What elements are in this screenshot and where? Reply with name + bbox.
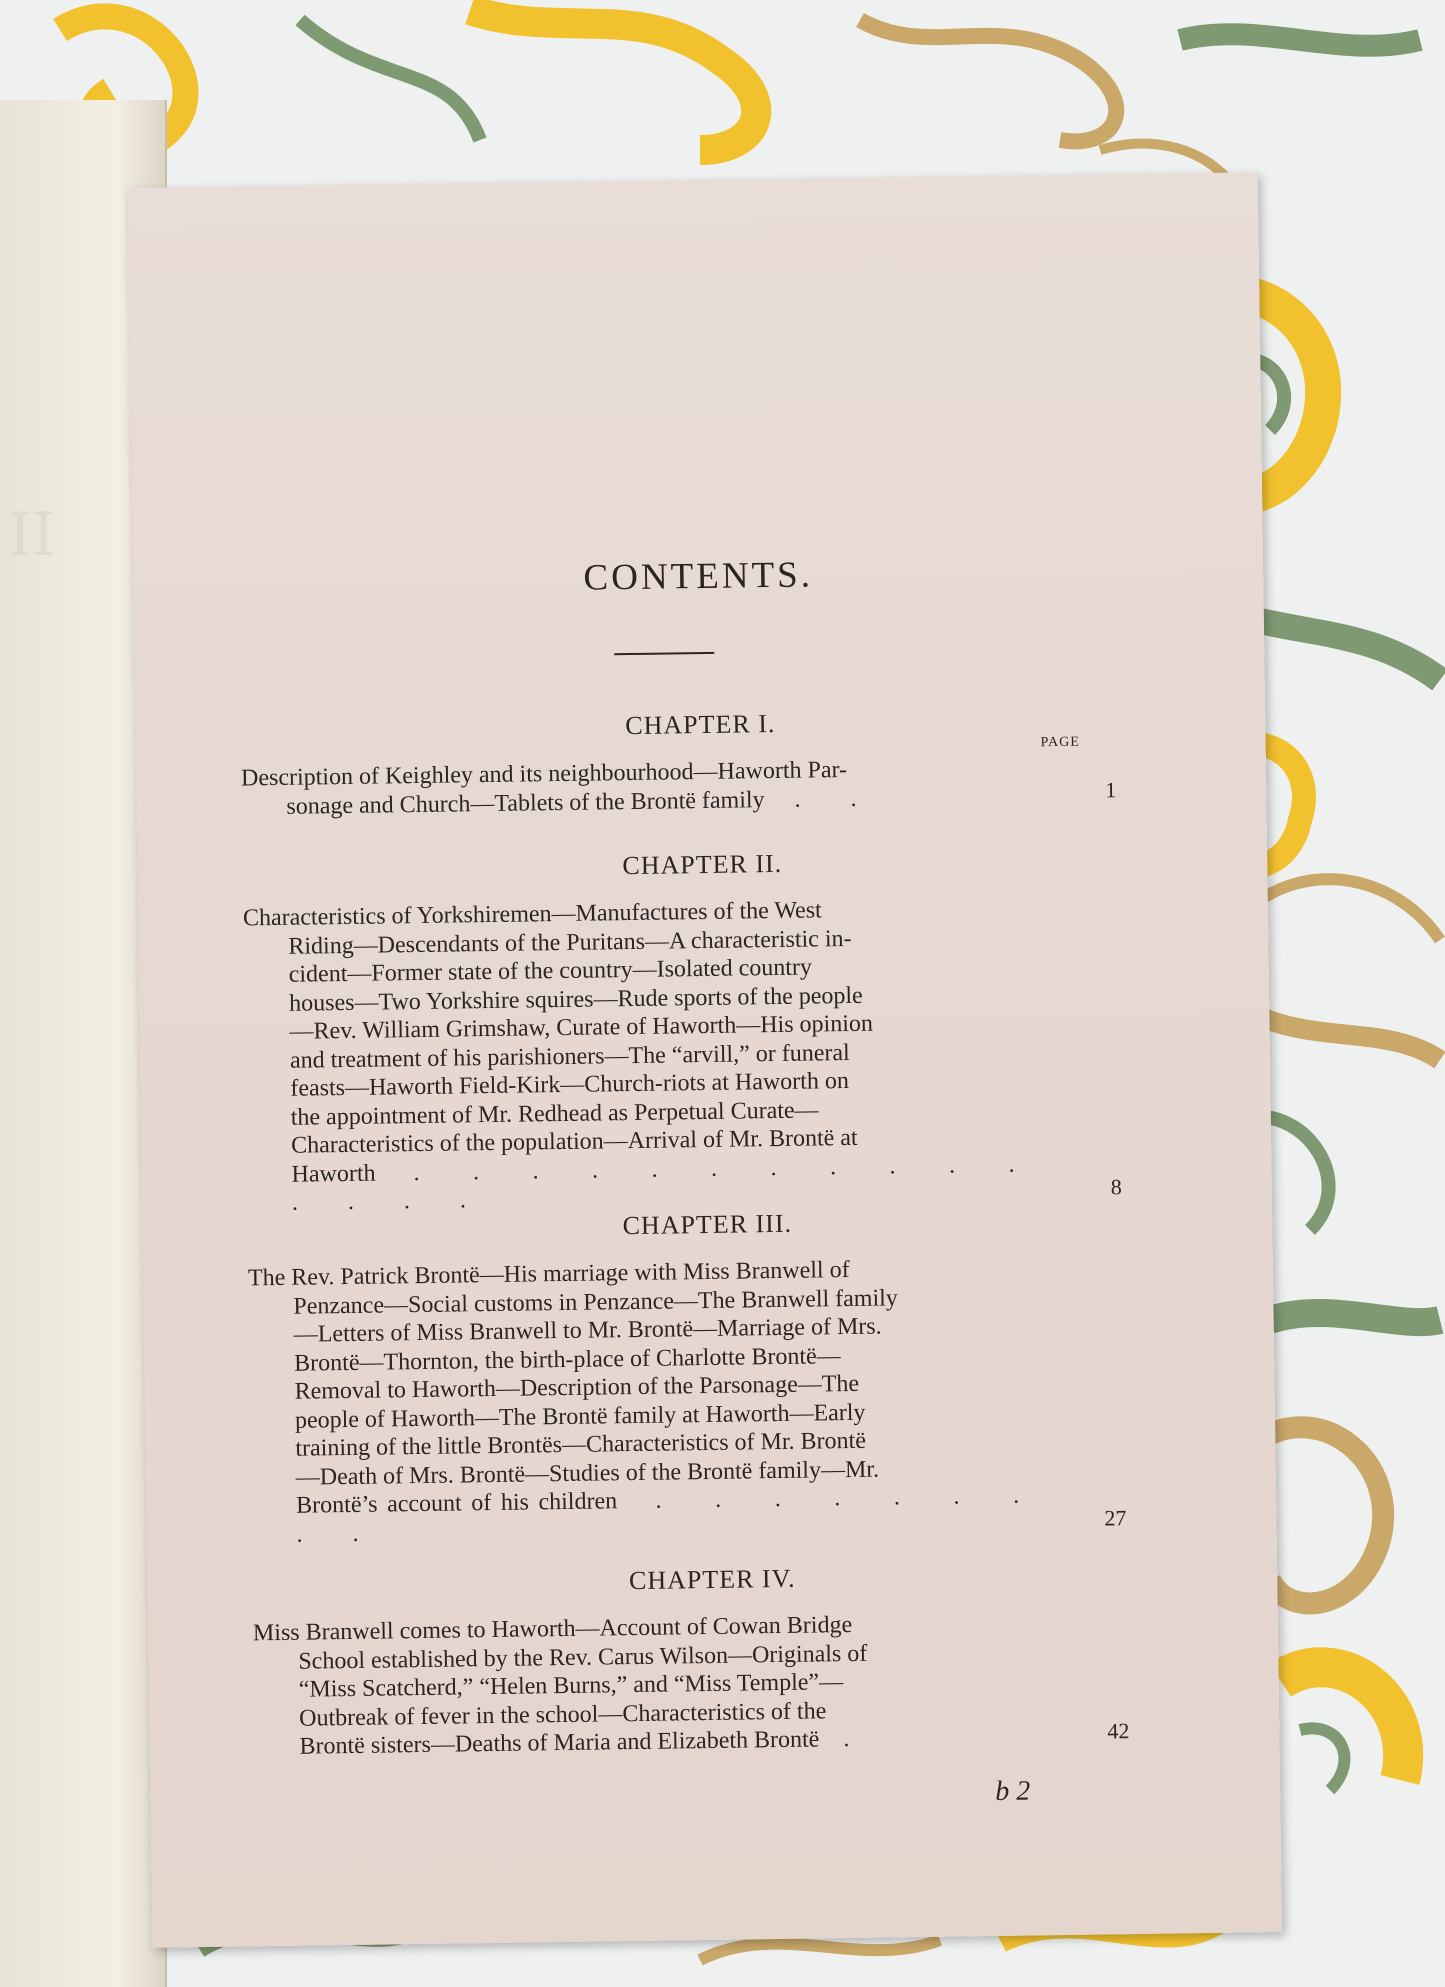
chapter-summary [241,753,1032,821]
chapter-summary [243,893,1037,1217]
dot-leader: . . . . . . . . . . . . . . . [291,1150,1037,1216]
page-number: 8 [1110,1173,1122,1199]
summary-line-text: sonage and Church—Tablets of the Brontë family [286,786,765,820]
dot-leader: . . . . . . . . . [296,1482,1042,1548]
summary-line: feasts—Haworth Field-Kirk—Church-riots at Haworth on [290,1067,850,1102]
dot-leader: . [843,1725,872,1753]
summary-line: training of the little Brontës—Characteristics of Mr. Brontë [295,1427,867,1462]
signature-mark: b 2 [995,1775,1031,1808]
summary-line: the appointment of Mr. Redhead as Perpetual Curate— [290,1096,819,1131]
summary-line: houses—Two Yorkshire squires—Rude sports of the people [288,982,863,1017]
summary-line: Removal to Haworth—Description of the Parsonage—The [294,1370,860,1405]
chapter-summary [248,1253,1042,1549]
summary-line: Characteristics of Yorkshiremen—Manufactures of the West [242,897,822,932]
chapter-2 [137,842,1272,1219]
summary-line: Miss Branwell comes to Haworth—Account of Cowan Bridge [252,1612,853,1647]
chapter-entry [148,1605,1280,1763]
chapter-entry [138,890,1272,1219]
summary-line-text: Brontë sisters—Deaths of Maria and Elizabeth Brontë [299,1726,820,1760]
summary-line: —Rev. William Grimshaw, Curate of Haworth—His opinion [289,1010,874,1045]
summary-line-text: Haworth [291,1160,376,1188]
summary-line: “Miss Scatcherd,” “Helen Burns,” and “Miss Temple”— [298,1669,844,1703]
page-column-label: PAGE [1040,734,1080,751]
summary-line: Riding—Descendants of the Puritans—A characteristic in- [288,925,852,960]
dot-leader: . . [794,785,879,813]
page-number: 1 [1105,777,1117,803]
chapter-entry [136,750,1267,823]
chapter-4 [147,1557,1280,1763]
summary-line [251,1481,1042,1549]
chapter-heading: CHAPTER I. [625,708,776,741]
chapter-heading: CHAPTER II. [622,848,783,881]
summary-line: Characteristics of the population—Arrival of Mr. Brontë at [290,1124,858,1159]
chapter-entry [143,1250,1277,1551]
page-number: 27 [1104,1505,1127,1531]
title-rule [614,652,714,655]
summary-line: Outbreak of fever in the school—Characteristics of the [298,1697,827,1732]
chapter-3 [142,1202,1277,1551]
summary-line: cident—Former state of the country—Isolated country [288,954,813,988]
chapter-summary [253,1608,1045,1762]
chapter-1 [135,702,1266,823]
summary-line: Description of Keighley and its neighbourhood—Haworth Par- [240,756,848,792]
chapter-heading: CHAPTER IV. [628,1563,796,1596]
summary-line: —Letters of Miss Branwell to Mr. Brontë—Marriage of Mrs. [293,1313,882,1348]
summary-line-text: Brontë’s account of his children [296,1488,618,1519]
page-title: CONTENTS. [583,554,814,599]
summary-line: people of Haworth—The Brontë family at Haworth—Early [294,1399,866,1434]
summary-line: School established by the Rev. Carus Wilson—Originals of [298,1640,868,1675]
summary-line: —Death of Mrs. Brontë—Studies of the Brontë family—Mr. [295,1456,880,1491]
summary-line: and treatment of his parishioners—The “arvill,” or funeral [289,1039,850,1074]
summary-line: Penzance—Social customs in Penzance—The Branwell family [293,1284,899,1320]
chapter-heading: CHAPTER III. [622,1208,793,1241]
page-number: 42 [1107,1717,1130,1743]
summary-line: The Rev. Patrick Brontë—His marriage with Miss Branwell of [247,1257,850,1292]
show-through-mark: II [8,500,56,570]
contents-page [128,172,1282,1948]
summary-line: Brontë—Thornton, the birth-place of Charlotte Brontë— [294,1342,841,1377]
